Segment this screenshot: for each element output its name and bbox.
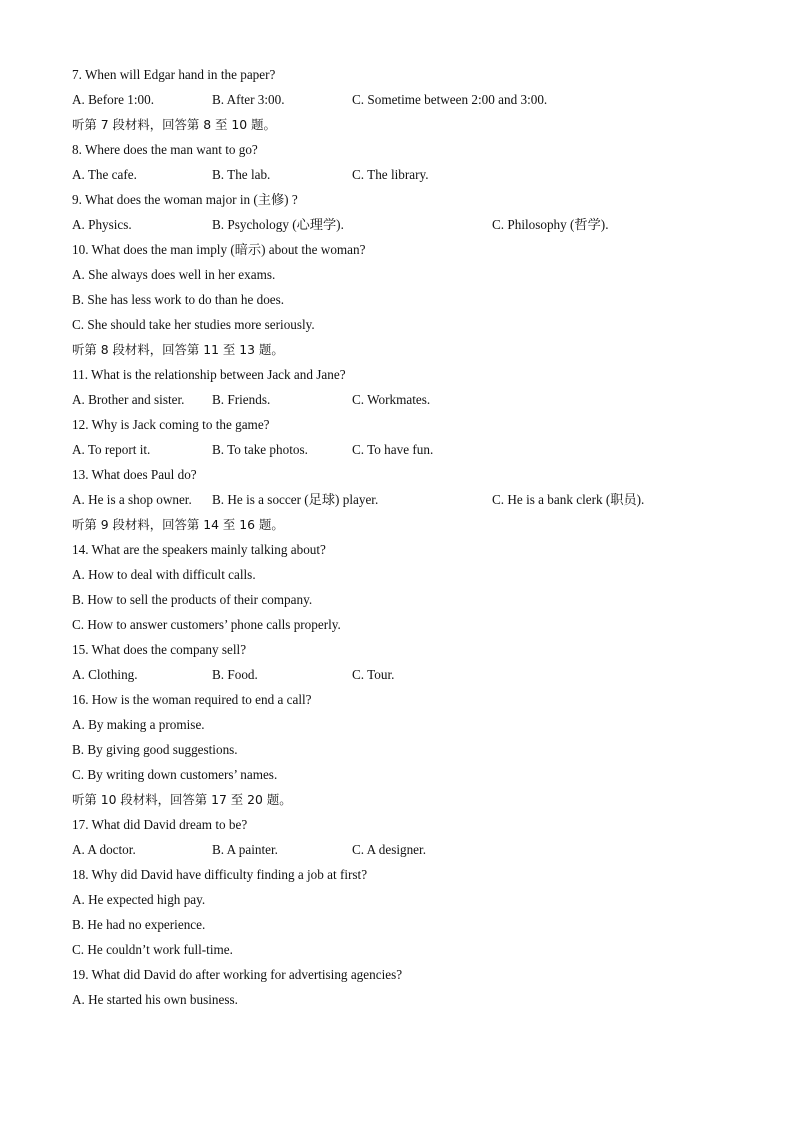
- option-a: A. Brother and sister.: [72, 392, 185, 407]
- option-a: A. A doctor.: [72, 842, 136, 857]
- question-line: B. She has less work to do than he does.: [72, 292, 285, 307]
- options-row: [72, 212, 752, 237]
- option-c: C. He is a bank clerk (职员).: [492, 492, 645, 507]
- section-instruction: 听第 7 段材料，回答第 8 至 10 题。: [72, 117, 276, 132]
- question-line: 7. When will Edgar hand in the paper?: [72, 67, 276, 82]
- options-row: [72, 162, 752, 187]
- option-b: B. After 3:00.: [212, 92, 285, 107]
- question-line: 11. What is the relationship between Jack and Jane?: [72, 367, 346, 382]
- option-b: B. Friends.: [212, 392, 271, 407]
- options-row: [72, 662, 752, 687]
- option-b: B. To take photos.: [212, 442, 308, 457]
- options-row: [72, 837, 752, 862]
- question-line: C. How to answer customers’ phone calls properly.: [72, 617, 341, 632]
- option-b: B. Food.: [212, 667, 258, 682]
- question-line: C. She should take her studies more seriously.: [72, 317, 315, 332]
- question-line: B. By giving good suggestions.: [72, 742, 238, 757]
- option-b: B. The lab.: [212, 167, 271, 182]
- question-line: 15. What does the company sell?: [72, 642, 247, 657]
- option-c: C. Tour.: [352, 667, 395, 682]
- option-a: A. He is a shop owner.: [72, 492, 192, 507]
- option-a: A. To report it.: [72, 442, 151, 457]
- option-c: C. Philosophy (哲学).: [492, 217, 609, 232]
- question-line: 9. What does the woman major in (主修) ?: [72, 192, 298, 207]
- option-c: C. The library.: [352, 167, 429, 182]
- question-line: C. He couldn’t work full-time.: [72, 942, 233, 957]
- options-row: [72, 387, 752, 412]
- option-b: B. Psychology (心理学).: [212, 217, 344, 232]
- document-page: [72, 62, 752, 1012]
- option-c: C. Sometime between 2:00 and 3:00.: [352, 92, 548, 107]
- question-line: 19. What did David do after working for advertising agencies?: [72, 967, 403, 982]
- option-a: A. Clothing.: [72, 667, 138, 682]
- option-b: B. He is a soccer (足球) player.: [212, 492, 379, 507]
- question-line: A. How to deal with difficult calls.: [72, 567, 256, 582]
- option-a: A. The cafe.: [72, 167, 137, 182]
- option-c: C. A designer.: [352, 842, 426, 857]
- question-line: 10. What does the man imply (暗示) about the woman?: [72, 242, 366, 257]
- options-row: [72, 87, 752, 112]
- question-line: 13. What does Paul do?: [72, 467, 197, 482]
- question-line: A. He started his own business.: [72, 992, 238, 1007]
- question-line: 16. How is the woman required to end a call?: [72, 692, 312, 707]
- question-line: 8. Where does the man want to go?: [72, 142, 258, 157]
- question-line: 17. What did David dream to be?: [72, 817, 248, 832]
- section-instruction: 听第 9 段材料，回答第 14 至 16 题。: [72, 517, 284, 532]
- options-row: [72, 487, 752, 512]
- question-line: A. By making a promise.: [72, 717, 205, 732]
- question-line: 18. Why did David have difficulty finding a job at first?: [72, 867, 368, 882]
- question-line: B. How to sell the products of their company.: [72, 592, 313, 607]
- option-b: B. A painter.: [212, 842, 278, 857]
- question-line: A. He expected high pay.: [72, 892, 206, 907]
- options-row: [72, 437, 752, 462]
- option-c: C. To have fun.: [352, 442, 434, 457]
- question-line: 14. What are the speakers mainly talking about?: [72, 542, 326, 557]
- option-c: C. Workmates.: [352, 392, 431, 407]
- option-a: A. Physics.: [72, 217, 132, 232]
- question-line: 12. Why is Jack coming to the game?: [72, 417, 270, 432]
- section-instruction: 听第 10 段材料，回答第 17 至 20 题。: [72, 792, 292, 807]
- question-line: A. She always does well in her exams.: [72, 267, 276, 282]
- question-line: C. By writing down customers’ names.: [72, 767, 278, 782]
- option-a: A. Before 1:00.: [72, 92, 155, 107]
- section-instruction: 听第 8 段材料，回答第 11 至 13 题。: [72, 342, 284, 357]
- question-line: B. He had no experience.: [72, 917, 206, 932]
